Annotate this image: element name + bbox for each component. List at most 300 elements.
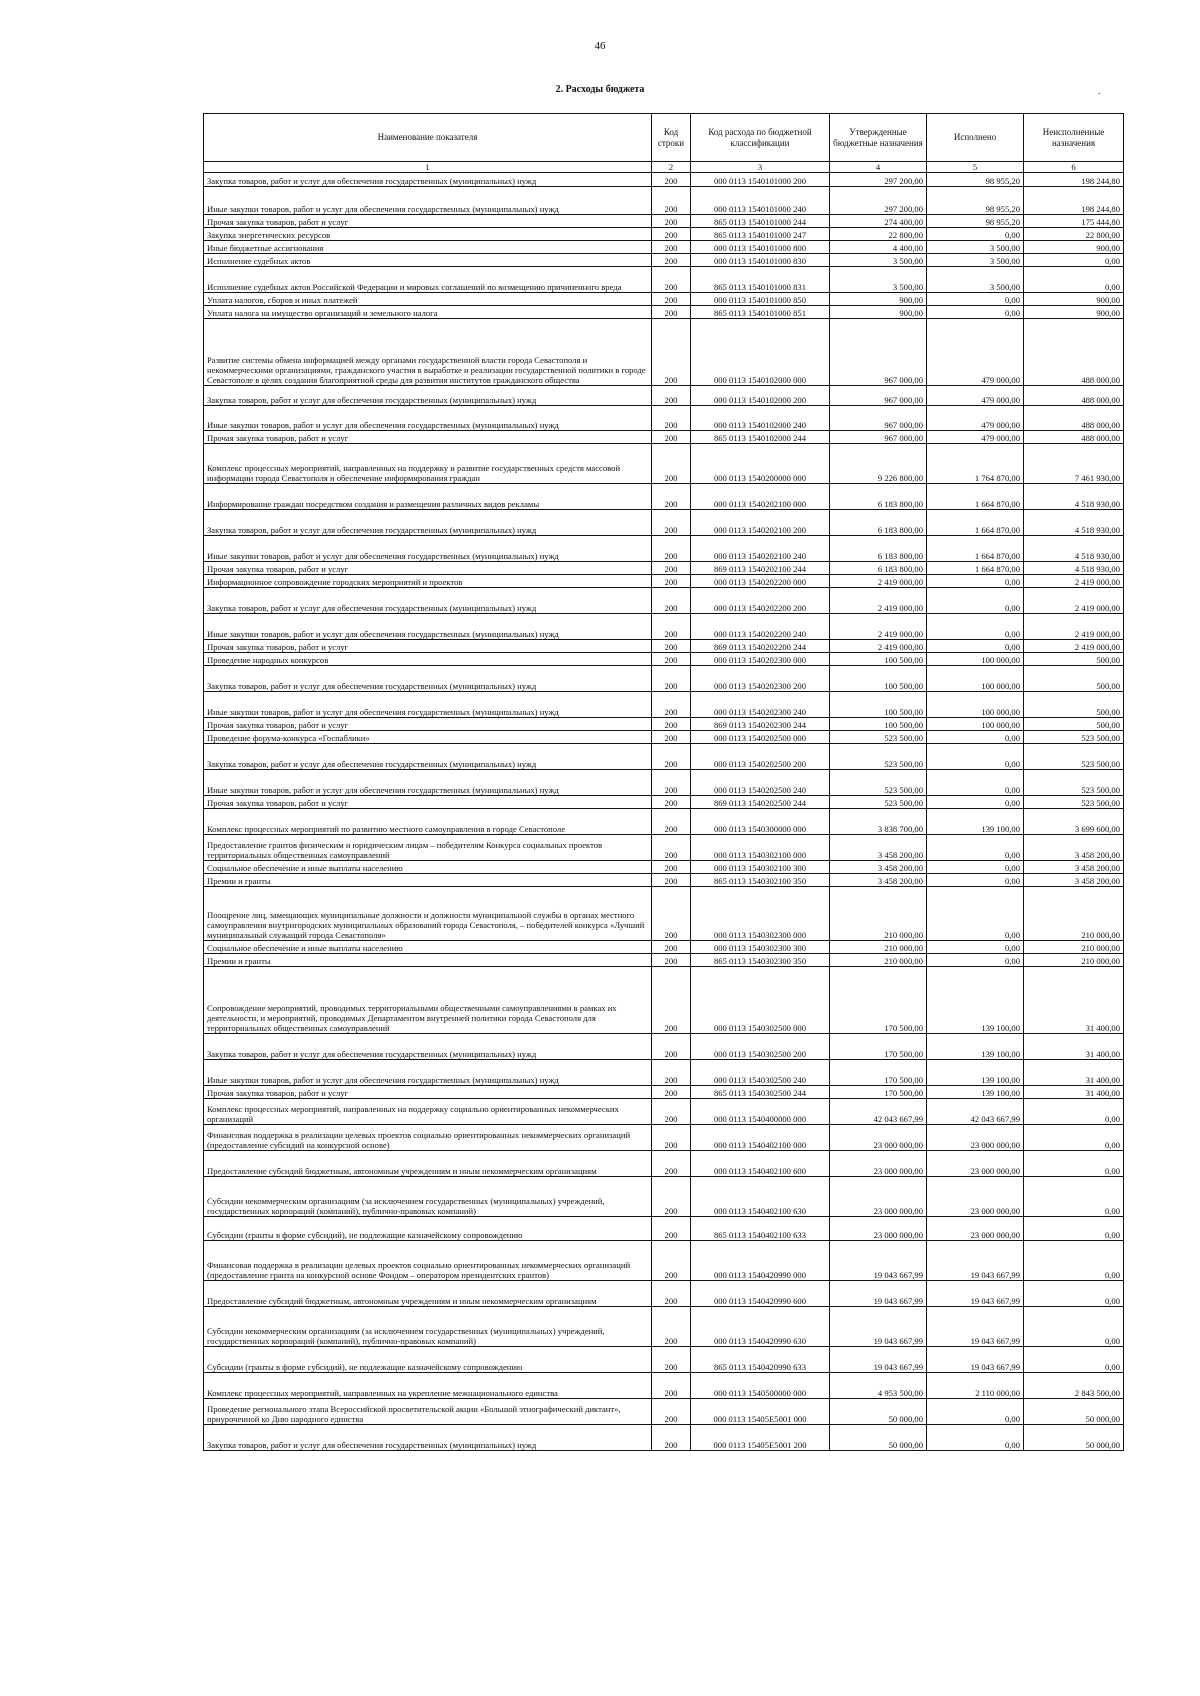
row-unexecuted: 0,00 [1024,1281,1124,1307]
row-kbk: 869 0113 1540202200 244 [691,640,830,653]
row-executed: 0,00 [927,941,1024,954]
row-code: 200 [652,1086,691,1099]
row-approved: 170 500,00 [830,1034,927,1060]
row-name: Предоставление субсидий бюджетным, автономным учреждениям и иным некоммерческим организациям [204,1151,652,1177]
row-approved: 100 500,00 [830,692,927,718]
row-approved: 210 000,00 [830,941,927,954]
row-executed: 0,00 [927,640,1024,653]
row-kbk: 869 0113 1540202300 244 [691,718,830,731]
row-name: Закупка товаров, работ и услуг для обеспечения государственных (муниципальных) нужд [204,173,652,187]
row-executed: 100 000,00 [927,718,1024,731]
row-unexecuted: 7 461 930,00 [1024,444,1124,484]
row-executed: 23 000 000,00 [927,1177,1024,1217]
table-row [204,536,1124,562]
row-executed: 0,00 [927,575,1024,588]
row-code: 200 [652,967,691,1034]
row-unexecuted: 198 244,80 [1024,187,1124,215]
row-unexecuted: 2 843 500,00 [1024,1373,1124,1399]
row-kbk: 865 0113 1540102000 244 [691,431,830,444]
row-executed: 139 100,00 [927,1034,1024,1060]
row-name: Субсидии (гранты в форме субсидий), не подлежащие казначейскому сопровождению [204,1347,652,1373]
row-executed: 0,00 [927,835,1024,861]
row-unexecuted: 4 518 930,00 [1024,562,1124,575]
row-unexecuted: 31 400,00 [1024,967,1124,1034]
row-executed: 2 110 000,00 [927,1373,1024,1399]
row-name: Закупка товаров, работ и услуг для обеспечения государственных (муниципальных) нужд [204,744,652,770]
table-row [204,809,1124,835]
row-approved: 3 500,00 [830,254,927,267]
table-row [204,1034,1124,1060]
table-row [204,640,1124,653]
table-row [204,718,1124,731]
row-executed: 1 664 870,00 [927,536,1024,562]
row-code: 200 [652,835,691,861]
row-name: Развитие системы обмена информацией между органами государственной власти города Севастополя и некоммерческими организациями, гражданского участия в выработке и реализации государственной политики в городе Севастополе в целях создания благоприятной среды для развития институтов гражданского общества [204,319,652,386]
row-executed: 139 100,00 [927,1060,1024,1086]
table-row [204,861,1124,874]
row-approved: 50 000,00 [830,1399,927,1425]
row-kbk: 000 0113 1540202500 000 [691,731,830,744]
row-approved: 6 183 800,00 [830,536,927,562]
table-row [204,431,1124,444]
table-row [204,173,1124,187]
row-approved: 3 458 200,00 [830,874,927,887]
row-kbk: 000 0113 1540102000 240 [691,406,830,431]
row-approved: 210 000,00 [830,887,927,941]
row-unexecuted: 3 699 600,00 [1024,809,1124,835]
table-row [204,386,1124,406]
row-code: 200 [652,1347,691,1373]
row-code: 200 [652,770,691,796]
row-unexecuted: 3 458 200,00 [1024,874,1124,887]
row-executed: 100 000,00 [927,653,1024,666]
row-executed: 1 664 870,00 [927,562,1024,575]
row-code: 200 [652,941,691,954]
row-unexecuted: 50 000,00 [1024,1399,1124,1425]
row-approved: 170 500,00 [830,967,927,1034]
row-executed: 19 043 667,99 [927,1347,1024,1373]
row-executed: 0,00 [927,228,1024,241]
table-row [204,731,1124,744]
table-row [204,319,1124,386]
row-kbk: 000 0113 1540300000 000 [691,809,830,835]
row-name: Премии и гранты [204,954,652,967]
row-unexecuted: 500,00 [1024,666,1124,692]
row-unexecuted: 0,00 [1024,1241,1124,1281]
row-approved: 23 000 000,00 [830,1177,927,1217]
row-name: Информирование граждан посредством создания и размещения различных видов рекламы [204,484,652,510]
row-name: Проведение народных конкурсов [204,653,652,666]
row-kbk: 000 0113 1540101000 850 [691,293,830,306]
row-unexecuted: 31 400,00 [1024,1060,1124,1086]
row-kbk: 000 0113 1540101000 830 [691,254,830,267]
row-executed: 3 500,00 [927,254,1024,267]
row-executed: 1 764 870,00 [927,444,1024,484]
row-unexecuted: 900,00 [1024,241,1124,254]
row-executed: 0,00 [927,744,1024,770]
row-executed: 1 664 870,00 [927,510,1024,536]
row-kbk: 000 0113 1540202200 200 [691,588,830,614]
row-approved: 297 200,00 [830,173,927,187]
table-row [204,1177,1124,1217]
row-executed: 479 000,00 [927,319,1024,386]
row-unexecuted: 488 000,00 [1024,386,1124,406]
row-unexecuted: 210 000,00 [1024,941,1124,954]
row-name: Закупка товаров, работ и услуг для обеспечения государственных (муниципальных) нужд [204,386,652,406]
page-number: 46 [594,40,606,52]
row-code: 200 [652,306,691,319]
table-row [204,444,1124,484]
table-row [204,887,1124,941]
row-executed: 0,00 [927,588,1024,614]
row-approved: 2 419 000,00 [830,640,927,653]
row-unexecuted: 4 518 930,00 [1024,510,1124,536]
row-name: Социальное обеспечение и иные выплаты населению [204,861,652,874]
row-approved: 23 000 000,00 [830,1125,927,1151]
row-executed: 19 043 667,99 [927,1307,1024,1347]
row-executed: 0,00 [927,874,1024,887]
row-code: 200 [652,267,691,293]
row-unexecuted: 488 000,00 [1024,431,1124,444]
row-approved: 523 500,00 [830,796,927,809]
row-code: 200 [652,887,691,941]
table-row [204,614,1124,640]
table-row [204,1347,1124,1373]
row-approved: 297 200,00 [830,187,927,215]
row-kbk: 000 0113 1540302300 300 [691,941,830,954]
row-approved: 523 500,00 [830,731,927,744]
row-name: Финансовая поддержка в реализации целевых проектов социально ориентированных некоммерческих организаций (предоставление субсидий на конкурсной основе) [204,1125,652,1151]
row-approved: 100 500,00 [830,718,927,731]
row-unexecuted: 0,00 [1024,1217,1124,1241]
row-code: 200 [652,1060,691,1086]
row-kbk: 000 0113 1540102000 000 [691,319,830,386]
row-unexecuted: 3 458 200,00 [1024,835,1124,861]
row-name: Уплата налогов, сборов и иных платежей [204,293,652,306]
row-kbk: 000 0113 1540202300 200 [691,666,830,692]
row-executed: 98 955,20 [927,187,1024,215]
row-approved: 2 419 000,00 [830,575,927,588]
row-executed: 0,00 [927,731,1024,744]
column-number: 2 [652,162,691,173]
header-executed: Исполнено [927,114,1024,162]
row-kbk: 000 0113 1540202500 200 [691,744,830,770]
row-code: 200 [652,187,691,215]
row-unexecuted: 2 419 000,00 [1024,588,1124,614]
table-row [204,1281,1124,1307]
row-name: Субсидии некоммерческим организациям (за исключением государственных (муниципальных) учреждений, государственных корпораций (компаний), публично-правовых компаний) [204,1177,652,1217]
row-code: 200 [652,1125,691,1151]
section-title: 2. Расходы бюджета [555,84,645,95]
row-approved: 900,00 [830,306,927,319]
row-executed: 479 000,00 [927,431,1024,444]
row-kbk: 000 0113 1540302300 000 [691,887,830,941]
row-kbk: 865 0113 1540101000 244 [691,215,830,228]
row-name: Прочая закупка товаров, работ и услуг [204,431,652,444]
row-unexecuted: 900,00 [1024,293,1124,306]
row-unexecuted: 4 518 930,00 [1024,536,1124,562]
row-unexecuted: 198 244,80 [1024,173,1124,187]
row-kbk: 000 0113 1540202100 200 [691,510,830,536]
row-approved: 19 043 667,99 [830,1241,927,1281]
row-kbk: 000 0113 1540400000 000 [691,1099,830,1125]
row-executed: 100 000,00 [927,692,1024,718]
table-row [204,254,1124,267]
table-row [204,770,1124,796]
row-approved: 6 183 800,00 [830,484,927,510]
row-unexecuted: 523 500,00 [1024,796,1124,809]
row-code: 200 [652,254,691,267]
row-name: Иные закупки товаров, работ и услуг для обеспечения государственных (муниципальных) нужд [204,614,652,640]
row-code: 200 [652,653,691,666]
column-number: 1 [204,162,652,173]
row-approved: 967 000,00 [830,319,927,386]
row-name: Уплата налога на имущество организаций и земельного налога [204,306,652,319]
row-unexecuted: 0,00 [1024,254,1124,267]
row-kbk: 000 0113 1540302500 200 [691,1034,830,1060]
table-header-row [204,114,1124,162]
row-executed: 139 100,00 [927,809,1024,835]
row-unexecuted: 31 400,00 [1024,1034,1124,1060]
table-row [204,241,1124,254]
row-code: 200 [652,666,691,692]
row-code: 200 [652,173,691,187]
row-unexecuted: 523 500,00 [1024,744,1124,770]
row-kbk: 865 0113 1540101000 831 [691,267,830,293]
row-kbk: 000 0113 15405E5001 000 [691,1399,830,1425]
row-code: 200 [652,1241,691,1281]
row-code: 200 [652,640,691,653]
row-kbk: 865 0113 1540402100 633 [691,1217,830,1241]
row-kbk: 000 0113 1540101000 240 [691,187,830,215]
row-approved: 19 043 667,99 [830,1347,927,1373]
row-approved: 2 419 000,00 [830,614,927,640]
table-row [204,1307,1124,1347]
row-kbk: 869 0113 1540202500 244 [691,796,830,809]
column-number: 5 [927,162,1024,173]
row-unexecuted: 22 800,00 [1024,228,1124,241]
row-name: Прочая закупка товаров, работ и услуг [204,562,652,575]
table-row [204,1086,1124,1099]
table-row [204,1217,1124,1241]
row-unexecuted: 175 444,80 [1024,215,1124,228]
row-approved: 3 458 200,00 [830,861,927,874]
table-row [204,588,1124,614]
table-row [204,306,1124,319]
row-name: Закупка товаров, работ и услуг для обеспечения государственных (муниципальных) нужд [204,588,652,614]
row-code: 200 [652,1034,691,1060]
row-executed: 0,00 [927,796,1024,809]
row-unexecuted: 210 000,00 [1024,954,1124,967]
column-number-row [204,162,1124,173]
row-approved: 523 500,00 [830,744,927,770]
row-executed: 3 500,00 [927,241,1024,254]
row-name: Социальное обеспечение и иные выплаты населению [204,941,652,954]
row-kbk: 865 0113 1540302100 350 [691,874,830,887]
row-unexecuted: 210 000,00 [1024,887,1124,941]
row-unexecuted: 2 419 000,00 [1024,614,1124,640]
column-number: 4 [830,162,927,173]
row-name: Иные закупки товаров, работ и услуг для обеспечения государственных (муниципальных) нужд [204,536,652,562]
row-executed: 3 500,00 [927,267,1024,293]
row-approved: 6 183 800,00 [830,510,927,536]
row-kbk: 000 0113 1540102000 200 [691,386,830,406]
row-name: Прочая закупка товаров, работ и услуг [204,718,652,731]
table-row [204,1373,1124,1399]
row-executed: 19 043 667,99 [927,1241,1024,1281]
row-approved: 523 500,00 [830,770,927,796]
row-approved: 100 500,00 [830,653,927,666]
row-name: Иные закупки товаров, работ и услуг для обеспечения государственных (муниципальных) нужд [204,692,652,718]
row-approved: 100 500,00 [830,666,927,692]
row-name: Предоставление грантов физическим и юридическим лицам – победителям Конкурса социальных проектов территориальных общественных самоуправлений [204,835,652,861]
row-code: 200 [652,1399,691,1425]
row-name: Закупка энергетических ресурсов [204,228,652,241]
row-kbk: 000 0113 1540402100 630 [691,1177,830,1217]
row-code: 200 [652,386,691,406]
row-approved: 19 043 667,99 [830,1281,927,1307]
row-kbk: 000 0113 1540420990 600 [691,1281,830,1307]
row-executed: 0,00 [927,770,1024,796]
row-name: Поощрение лиц, замещающих муниципальные должности и должности муниципальной службы в органах местного самоуправления внутригородских муниципальных образований города Севастополя, – победителей конкурса «Лучший муниципальный служащий города Севастополя» [204,887,652,941]
row-code: 200 [652,809,691,835]
header-unexecuted: Неисполненные назначения [1024,114,1124,162]
column-number: 3 [691,162,830,173]
row-unexecuted: 2 419 000,00 [1024,640,1124,653]
row-code: 200 [652,484,691,510]
row-kbk: 000 0113 1540302100 000 [691,835,830,861]
row-name: Премии и гранты [204,874,652,887]
row-executed: 1 664 870,00 [927,484,1024,510]
row-unexecuted: 0,00 [1024,1347,1124,1373]
row-kbk: 000 0113 1540202300 240 [691,692,830,718]
row-kbk: 000 0113 1540202100 000 [691,484,830,510]
row-code: 200 [652,215,691,228]
row-name: Исполнение судебных актов Российской Федерации и мировых соглашений по возмещению причиненного вреда [204,267,652,293]
row-kbk: 000 0113 1540302500 240 [691,1060,830,1086]
row-kbk: 865 0113 1540302300 350 [691,954,830,967]
table-row [204,941,1124,954]
table-row [204,484,1124,510]
row-kbk: 000 0113 1540302100 300 [691,861,830,874]
row-kbk: 865 0113 1540302500 244 [691,1086,830,1099]
row-kbk: 000 0113 1540202300 000 [691,653,830,666]
row-code: 200 [652,1425,691,1451]
row-kbk: 000 0113 1540101000 200 [691,173,830,187]
header-approved: Утвержденные бюджетные назначения [830,114,927,162]
row-unexecuted: 488 000,00 [1024,319,1124,386]
row-approved: 170 500,00 [830,1060,927,1086]
row-name: Иные закупки товаров, работ и услуг для обеспечения государственных (муниципальных) нужд [204,770,652,796]
table-row [204,1060,1124,1086]
table-row [204,510,1124,536]
table-row [204,796,1124,809]
row-executed: 23 000 000,00 [927,1217,1024,1241]
row-kbk: 000 0113 1540101000 800 [691,241,830,254]
row-approved: 19 043 667,99 [830,1307,927,1347]
table-row [204,666,1124,692]
table-row [204,215,1124,228]
row-unexecuted: 4 518 930,00 [1024,484,1124,510]
row-executed: 98 955,20 [927,215,1024,228]
row-unexecuted: 2 419 000,00 [1024,575,1124,588]
row-kbk: 000 0113 1540402100 000 [691,1125,830,1151]
row-name: Закупка товаров, работ и услуг для обеспечения государственных (муниципальных) нужд [204,510,652,536]
table-row [204,1099,1124,1125]
row-approved: 23 000 000,00 [830,1151,927,1177]
row-code: 200 [652,1177,691,1217]
row-name: Исполнение судебных актов [204,254,652,267]
row-executed: 42 043 667,99 [927,1099,1024,1125]
row-code: 200 [652,692,691,718]
row-name: Комплекс процессных мероприятий, направленных на поддержку социально ориентированных некоммерческих организаций [204,1099,652,1125]
row-code: 200 [652,1281,691,1307]
row-approved: 23 000 000,00 [830,1217,927,1241]
header-kbk: Код расхода по бюджетной классификации [691,114,830,162]
row-unexecuted: 500,00 [1024,653,1124,666]
row-approved: 4 953 500,00 [830,1373,927,1399]
row-name: Информационное сопровождение городских мероприятий и проектов [204,575,652,588]
table-row [204,967,1124,1034]
row-kbk: 865 0113 1540101000 851 [691,306,830,319]
row-code: 200 [652,406,691,431]
table-row [204,406,1124,431]
row-name: Иные бюджетные ассигнования [204,241,652,254]
row-kbk: 000 0113 1540200000 000 [691,444,830,484]
column-number: 6 [1024,162,1124,173]
row-approved: 42 043 667,99 [830,1099,927,1125]
row-kbk: 000 0113 1540500000 000 [691,1373,830,1399]
row-code: 200 [652,718,691,731]
table-row [204,1399,1124,1425]
row-code: 200 [652,293,691,306]
row-approved: 50 000,00 [830,1425,927,1451]
row-executed: 0,00 [927,861,1024,874]
table-row [204,1151,1124,1177]
table-row [204,562,1124,575]
table-row [204,874,1124,887]
table-row [204,575,1124,588]
row-code: 200 [652,1307,691,1347]
row-approved: 6 183 800,00 [830,562,927,575]
row-approved: 4 400,00 [830,241,927,254]
table-row [204,293,1124,306]
row-unexecuted: 0,00 [1024,1151,1124,1177]
row-executed: 139 100,00 [927,1086,1024,1099]
row-executed: 23 000 000,00 [927,1125,1024,1151]
row-name: Финансовая поддержка в реализации целевых проектов социально ориентированных некоммерческих организаций (предоставление гранта на конкурсной основе Фондом – оператором президентских грантов) [204,1241,652,1281]
header-name: Наименование показателя [204,114,652,162]
row-name: Закупка товаров, работ и услуг для обеспечения государственных (муниципальных) нужд [204,1034,652,1060]
table-row [204,1241,1124,1281]
row-name: Закупка товаров, работ и услуг для обеспечения государственных (муниципальных) нужд [204,1425,652,1451]
table-row [204,228,1124,241]
row-code: 200 [652,796,691,809]
row-name: Иные закупки товаров, работ и услуг для обеспечения государственных (муниципальных) нужд [204,187,652,215]
row-code: 200 [652,241,691,254]
row-code: 200 [652,1099,691,1125]
row-code: 200 [652,228,691,241]
row-code: 200 [652,731,691,744]
table-row [204,653,1124,666]
row-unexecuted: 0,00 [1024,1099,1124,1125]
row-unexecuted: 31 400,00 [1024,1086,1124,1099]
scan-dot: . [1098,86,1101,97]
row-kbk: 869 0113 1540202100 244 [691,562,830,575]
row-code: 200 [652,1151,691,1177]
table-row [204,267,1124,293]
row-kbk: 000 0113 1540402100 600 [691,1151,830,1177]
